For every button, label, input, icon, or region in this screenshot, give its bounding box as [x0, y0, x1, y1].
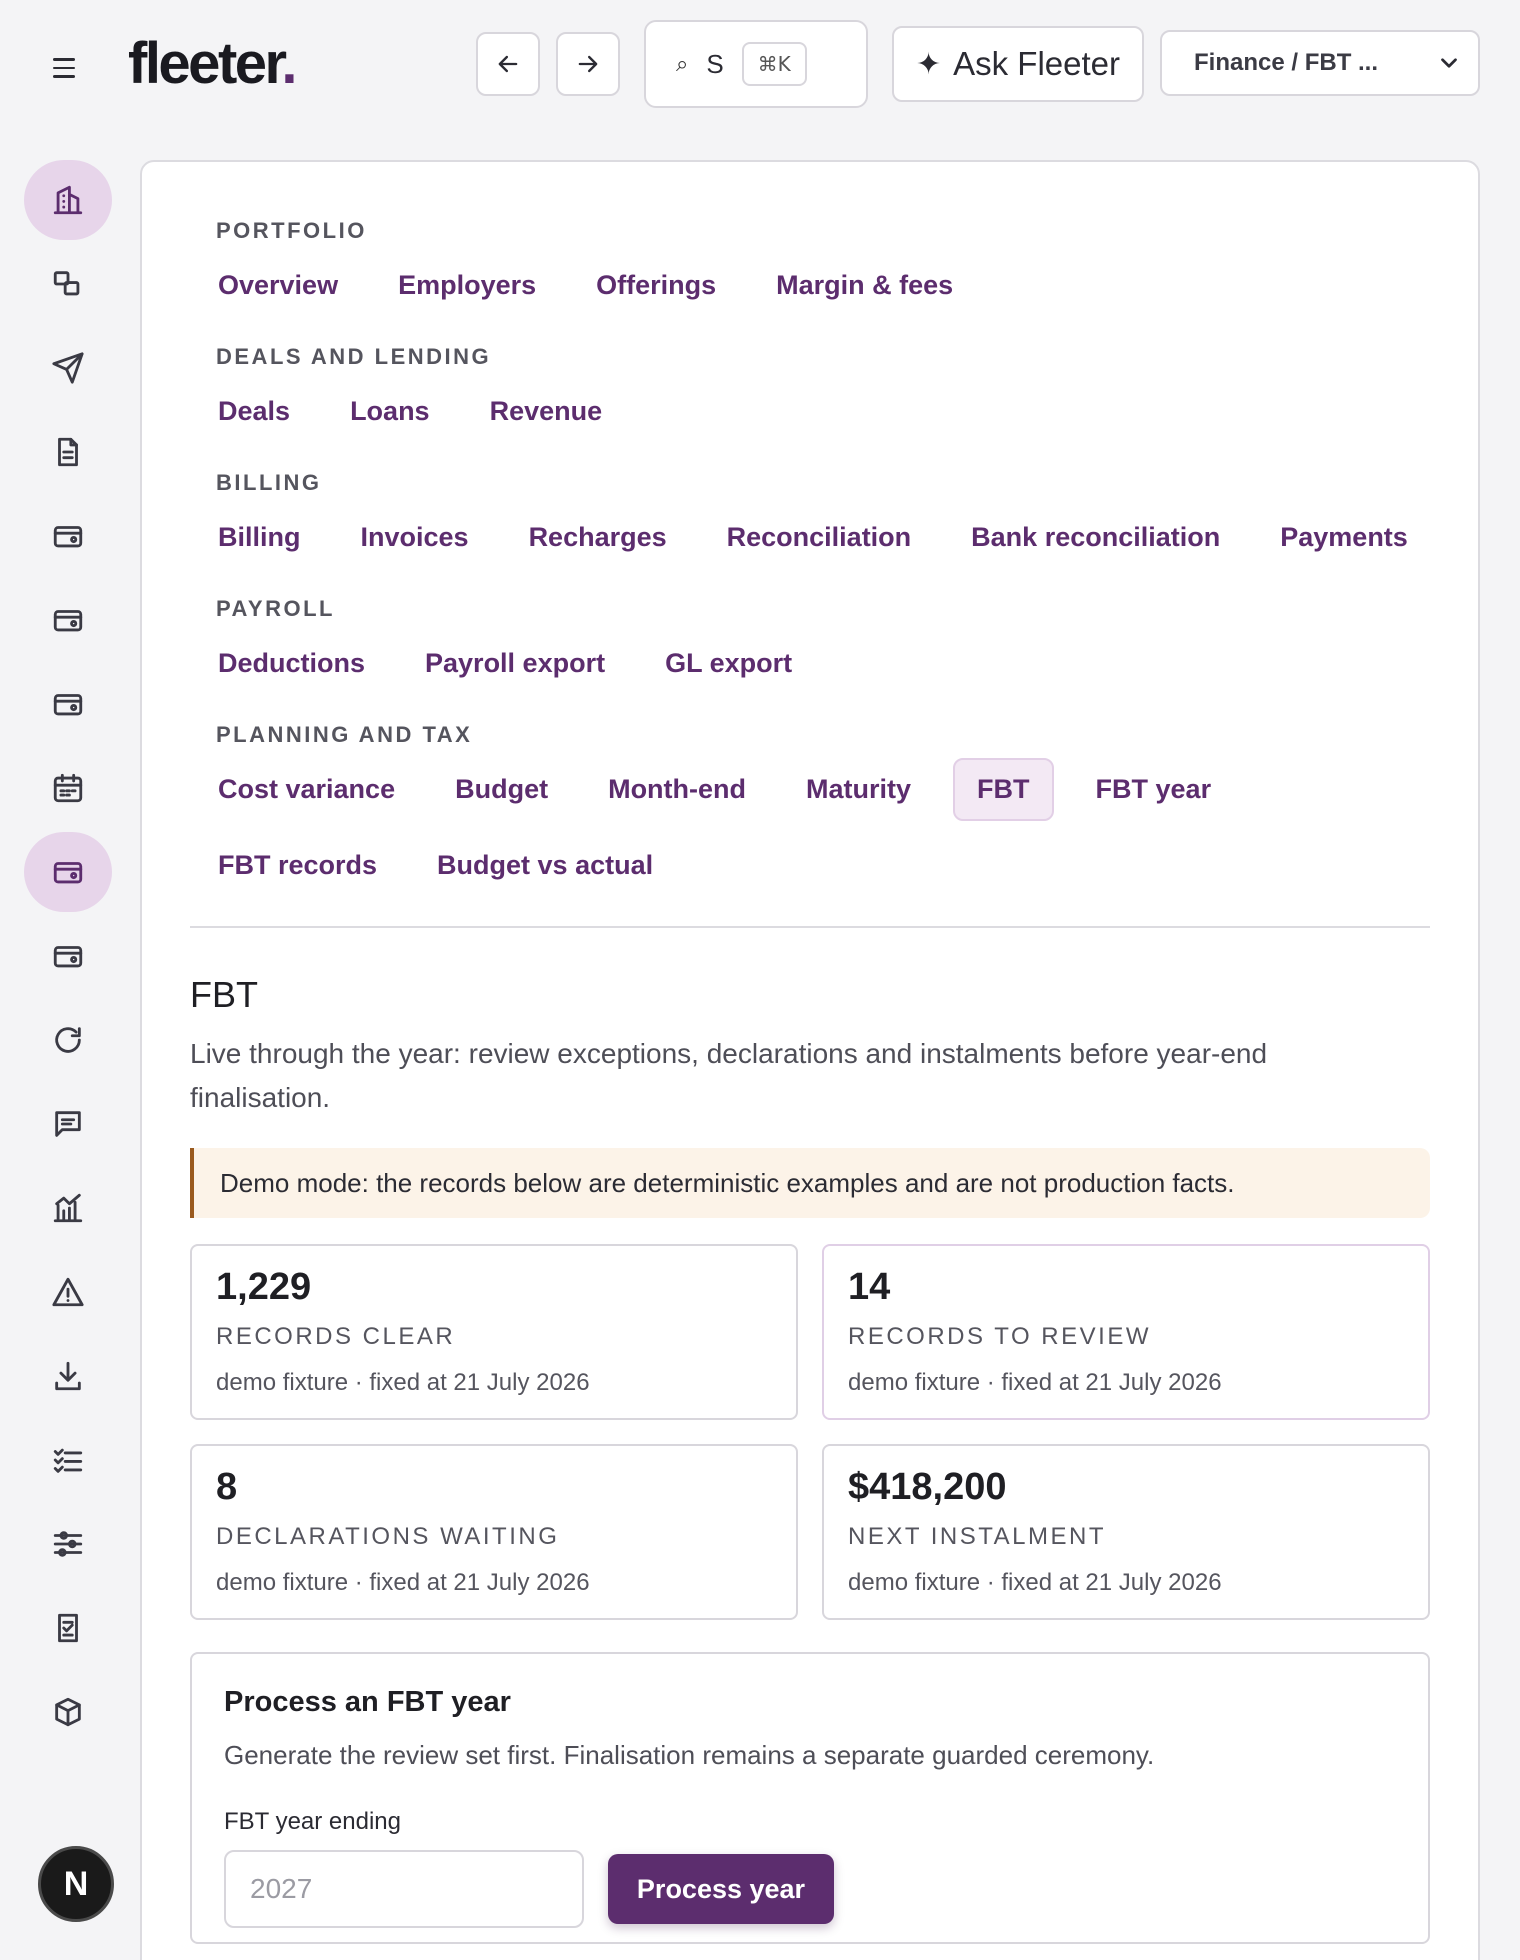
stat-label: RECORDS TO REVIEW: [848, 1323, 1151, 1350]
stat-value: 1,229: [216, 1266, 312, 1308]
nav-link-maturity[interactable]: Maturity: [806, 774, 912, 804]
sparkle-icon: ✦: [915, 47, 942, 81]
sidebar-item-refresh[interactable]: [24, 1000, 112, 1080]
ask-fleeter-label: Ask Fleeter: [953, 45, 1121, 82]
stat-label: DECLARATIONS WAITING: [216, 1523, 560, 1550]
nav-link-fbt-year[interactable]: FBT year: [1095, 774, 1212, 804]
stat-value: 8: [216, 1466, 238, 1508]
stat-value: 14: [848, 1266, 891, 1308]
sidebar-item-settings[interactable]: [24, 1504, 112, 1584]
sliders-icon: [51, 1527, 85, 1561]
nav-link-payments[interactable]: Payments: [1280, 522, 1408, 552]
nav-group-title: PAYROLL: [216, 596, 335, 621]
stat-subtext: demo fixture · fixed at 21 July 2026: [216, 1569, 590, 1596]
nav-group-billing: [200, 506, 1450, 569]
top-bar: [0, 0, 1520, 130]
stat-card-next-instalment: [822, 1444, 1430, 1620]
app-logo[interactable]: fleeter.: [128, 31, 296, 96]
nav-link-budget-vs-actual[interactable]: Budget vs actual: [437, 850, 654, 880]
stat-value: $418,200: [848, 1466, 1007, 1508]
nav-group-planning: [200, 758, 1253, 821]
sidebar-item-wallet-1[interactable]: [24, 496, 112, 576]
nav-group-title: PLANNING AND TAX: [216, 722, 473, 747]
nav-link-margin-fees[interactable]: Margin & fees: [776, 270, 954, 300]
stat-card-records-to-review: [822, 1244, 1430, 1420]
nav-link-month-end[interactable]: Month-end: [608, 774, 747, 804]
fbt-year-input[interactable]: [224, 1850, 584, 1928]
sidebar-item-messages[interactable]: [24, 1084, 112, 1164]
process-title: Process an FBT year: [224, 1686, 511, 1718]
section-select-value: Finance / FBT ...: [1194, 49, 1379, 76]
sidebar-item-wallet-4[interactable]: [24, 916, 112, 996]
stat-subtext: demo fixture · fixed at 21 July 2026: [848, 1369, 1222, 1396]
wallet-icon: [51, 939, 85, 973]
nav-link-offerings[interactable]: Offerings: [596, 270, 717, 300]
checklist-icon: [51, 1443, 85, 1477]
calendar-icon: [51, 771, 85, 805]
nav-link-cost-variance[interactable]: Cost variance: [218, 774, 396, 804]
nav-link-revenue[interactable]: Revenue: [489, 396, 603, 426]
sidebar-item-finance[interactable]: [24, 832, 112, 912]
stat-label: NEXT INSTALMENT: [848, 1523, 1106, 1550]
stat-subtext: demo fixture · fixed at 21 July 2026: [848, 1569, 1222, 1596]
avatar[interactable]: N: [38, 1846, 114, 1922]
transfer-icon: [51, 267, 85, 301]
sidebar-item-wallet-3[interactable]: [24, 664, 112, 744]
nav-link-payroll-export[interactable]: Payroll export: [425, 648, 606, 678]
arrow-left-icon: [494, 50, 522, 78]
download-icon: [51, 1359, 85, 1393]
search-label: S: [706, 48, 724, 79]
nav-link-loans[interactable]: Loans: [350, 396, 430, 426]
report-icon: [51, 1611, 85, 1645]
chart-icon: [51, 1191, 85, 1225]
sidebar-item-transfers[interactable]: [24, 244, 112, 324]
section-select[interactable]: [1160, 30, 1480, 96]
nav-group-payroll: [200, 632, 834, 695]
sidebar-item-calendar[interactable]: [24, 748, 112, 828]
forward-button[interactable]: [556, 32, 620, 96]
nav-group-deals: [200, 380, 644, 443]
stat-card-declarations-waiting: [190, 1444, 798, 1620]
sidebar-item-wallet-2[interactable]: [24, 580, 112, 660]
nav-link-overview[interactable]: Overview: [218, 270, 339, 300]
stat-subtext: demo fixture · fixed at 21 July 2026: [216, 1369, 590, 1396]
send-icon: [51, 351, 85, 385]
menu-icon[interactable]: [44, 50, 84, 86]
wallet-icon: [51, 687, 85, 721]
nav-link-employers[interactable]: Employers: [398, 270, 537, 300]
page-title: FBT: [190, 974, 258, 1015]
document-icon: [51, 435, 85, 469]
back-button[interactable]: [476, 32, 540, 96]
sidebar-item-analytics[interactable]: [24, 1168, 112, 1248]
nav-link-recharges[interactable]: Recharges: [528, 522, 667, 552]
nav-group-title: PORTFOLIO: [216, 218, 367, 243]
chevron-down-icon: [1436, 50, 1462, 76]
ask-fleeter-button[interactable]: [892, 26, 1144, 102]
finance-wallet-icon: [51, 855, 85, 889]
process-fbt-year-panel: [190, 1652, 1430, 1944]
page-description: Live through the year: review exceptions, declarations and instalments before year-end finalisation.: [190, 1038, 1268, 1113]
stat-label: RECORDS CLEAR: [216, 1323, 456, 1350]
nav-link-deals[interactable]: Deals: [218, 396, 291, 426]
nav-link-gl-export[interactable]: GL export: [665, 648, 793, 678]
nav-link-billing[interactable]: Billing: [218, 522, 301, 552]
warning-icon: [51, 1275, 85, 1309]
main-panel: [140, 160, 1480, 1960]
sidebar-item-send[interactable]: [24, 328, 112, 408]
box-icon: [51, 1695, 85, 1729]
process-year-button[interactable]: Process year: [608, 1854, 834, 1924]
nav-group-planning-row-2: [200, 834, 695, 897]
nav-link-bank-reconciliation[interactable]: Bank reconciliation: [971, 522, 1221, 552]
nav-link-invoices[interactable]: Invoices: [360, 522, 469, 552]
sidebar-item-reports[interactable]: [24, 1588, 112, 1668]
process-description: Generate the review set first. Finalisation remains a separate guarded ceremony.: [224, 1740, 1155, 1770]
nav-group-title: DEALS AND LENDING: [216, 344, 492, 369]
nav-link-fbt-records[interactable]: FBT records: [218, 850, 378, 880]
demo-mode-alert: [190, 1148, 1430, 1218]
alert-text: Demo mode: the records below are deterministic examples and are not production facts.: [220, 1167, 1235, 1198]
refresh-icon: [51, 1023, 85, 1057]
nav-link-budget[interactable]: Budget: [455, 774, 549, 804]
sidebar-item-buildings[interactable]: [24, 160, 112, 240]
nav-link-reconciliation[interactable]: Reconciliation: [726, 522, 912, 552]
sidebar-item-packages[interactable]: [24, 1672, 112, 1752]
divider: [190, 926, 1430, 928]
arrow-right-icon: [574, 50, 602, 78]
building-icon: [51, 183, 85, 217]
sidebar-item-alerts[interactable]: [24, 1252, 112, 1332]
stat-card-records-clear: [190, 1244, 798, 1420]
nav-link-deductions[interactable]: Deductions: [218, 648, 366, 678]
fbt-year-label: FBT year ending: [224, 1808, 401, 1835]
search-button[interactable]: [644, 20, 868, 108]
message-icon: [51, 1107, 85, 1141]
nav-group-portfolio: [200, 254, 995, 317]
nav-group-title: BILLING: [216, 470, 322, 495]
sidebar-item-downloads[interactable]: [24, 1336, 112, 1416]
nav-link-fbt[interactable]: FBT: [953, 758, 1053, 821]
wallet-icon: [51, 519, 85, 553]
wallet-icon: [51, 603, 85, 637]
sidebar-item-checklist[interactable]: [24, 1420, 112, 1500]
search-icon: ⌕: [676, 51, 689, 76]
sidebar-item-documents[interactable]: [24, 412, 112, 492]
search-shortcut: ⌘K: [742, 42, 807, 86]
